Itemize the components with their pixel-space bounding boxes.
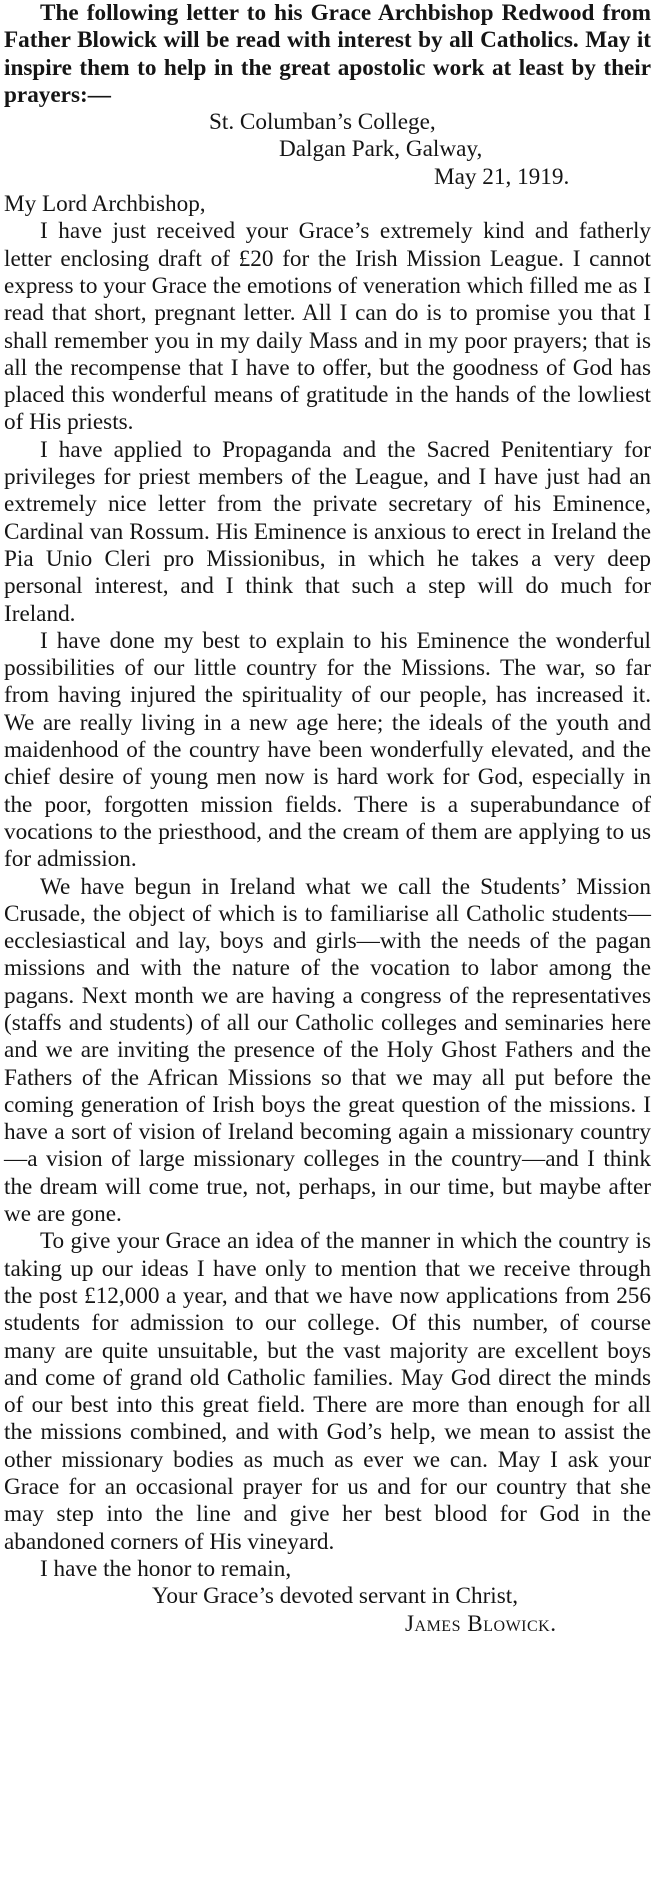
body-paragraph: We have begun in Ireland what we call the Students’ Mission Crusade, the object of which is to familiarise all Catholic students—ecclesiastical and lay, boys and girls—with the needs of the pagan missions and with the nature of the vocation to labor among the pagans. Next month we are having a congress of the representatives (staffs and students) of all our Catholic colleges and seminaries here and we are inviting the presence of the Holy Ghost Fathers and the Fathers of the African Missions so that we may all put before the coming generation of Irish boys the great question of the missions. I have a sort of vision of Ireland becoming again a missionary country—a vision of large missionary colleges in the country—and I think the dream will come true, not, perhaps, in our time, but maybe after we are gone.	[4, 873, 651, 1228]
letter-date: May 21, 1919.	[434, 163, 570, 190]
signature: James Blowick.	[405, 1610, 557, 1637]
closing-line: I have the honor to remain,	[40, 1555, 292, 1582]
body-paragraph: I have just received your Grace’s extremely kind and fatherly letter enclosing draft of £20 for the Irish Mission League. I cannot express to your Grace the emotions of veneration which filled me as I read that short, pregnant letter. All I can do is to promise you that I shall remember you in my daily Mass and in my poor prayers; that is all the recompense that I have to offer, but the goodness of God has placed this wonderful means of gratitude in the hands of the lowliest of His priests.	[4, 218, 651, 436]
letter-body	[4, 218, 651, 1556]
valediction: Your Grace’s devoted servant in Christ,	[152, 1583, 519, 1610]
address-location: Dalgan Park, Galway,	[279, 136, 483, 163]
body-paragraph: To give your Grace an idea of the manner in which the country is taking up our ideas I have only to mention that we receive through the post £12,000 a year, and that we have now applications from 256 students for admission to our college. Of this number, of course many are quite unsuitable, but the vast majority are excellent boys and come of grand old Catholic families. May God direct the minds of our best into this great field. There are more than enough for all the missions combined, and with God’s help, we mean to assist the other missionary bodies as much as ever we can. May I ask your Grace for an occasional prayer for us and for our country that she may step into the line and give her best blood for God in the abandoned corners of His vineyard.	[4, 1228, 651, 1555]
body-paragraph: I have done my best to explain to his Eminence the wonderful possibilities of our little country for the Missions. The war, so far from having injured the spirituality of our people, has increased it. We are really living in a new age here; the ideals of the youth and maidenhood of the country have been wonderfully elevated, and the chief desire of young men now is hard work for God, especially in the poor, forgotten mission fields. There is a superabundance of vocations to the priesthood, and the cream of them are applying to us for admission.	[4, 627, 651, 873]
sender-address	[4, 109, 651, 191]
address-college: St. Columban’s College,	[209, 109, 436, 136]
body-paragraph: I have applied to Propaganda and the Sacred Penitentiary for privileges for priest members of the League, and I have just had an extremely nice letter from the private secretary of his Eminence, Cardinal van Rossum. His Eminence is anxious to erect in Ireland the Pia Unio Cleri pro Missionibus, in which he takes a very deep personal interest, and I think that such a step will do much for Ireland.	[4, 436, 651, 627]
salutation: My Lord Archbishop,	[4, 191, 206, 218]
intro-paragraph: The following letter to his Grace Archbishop Redwood from Father Blowick will be read with interest by all Catholics. May it inspire them to help in the great apostolic work at least by their prayers:—	[4, 0, 651, 108]
